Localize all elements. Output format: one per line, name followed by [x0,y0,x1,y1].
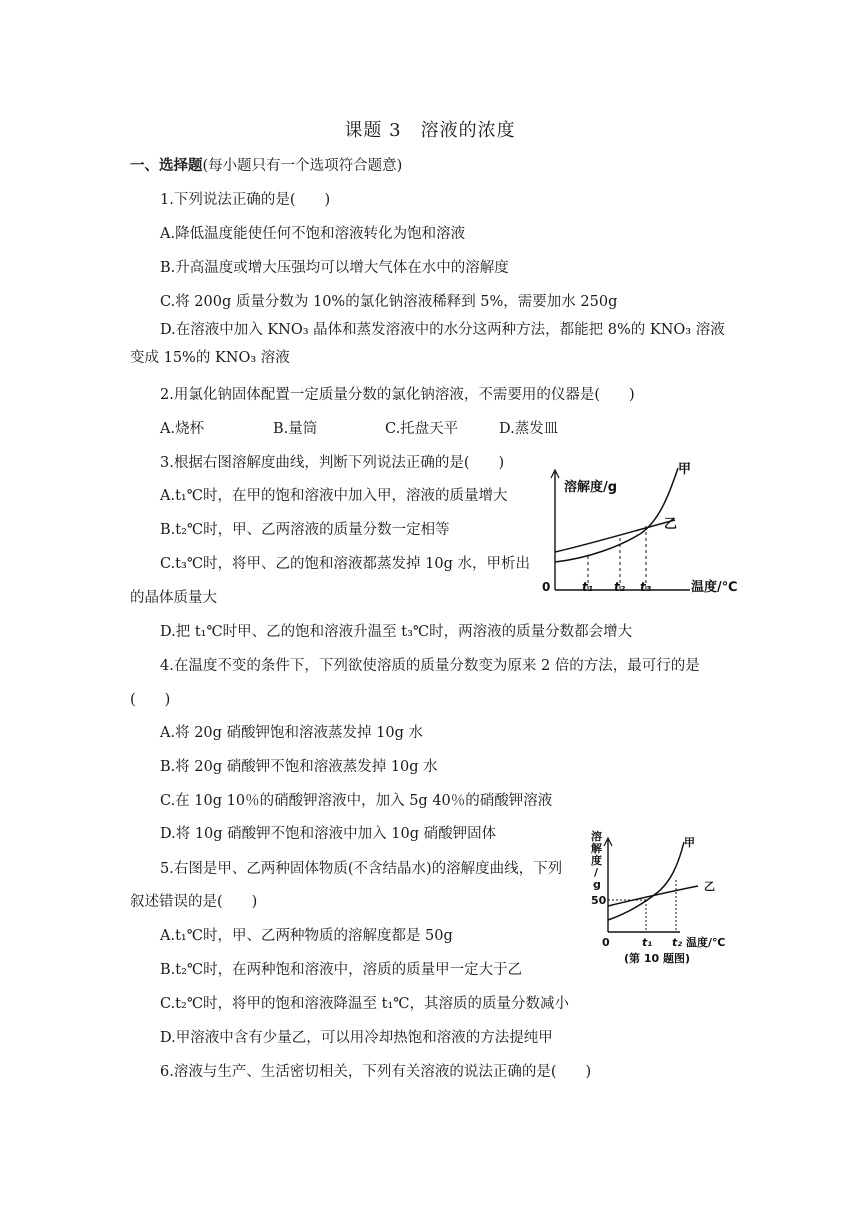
q5-option-a: A.t₁℃时，甲、乙两种物质的溶解度都是 50g [160,928,453,944]
fig2-y-label-4: / [594,866,599,879]
fig2-t1-label: t₁ [642,936,653,949]
fig1-t3-label: t₃ [640,580,651,594]
q5-stem-line1: 5.右图是甲、乙两种固体物质(不含结晶水)的溶解度曲线，下列 [160,861,563,877]
fig2-caption: (第 10 题图) [624,952,691,965]
q2-option-a: A.烧杯 [160,421,205,437]
fig2-curve-jia-label: 甲 [684,836,695,849]
fig1-curve-yi-label: 乙 [664,517,678,532]
q4-stem-line2: ( ) [130,692,171,708]
q4-option-d: D.将 10g 硝酸钾不饱和溶液中加入 10g 硝酸钾固体 [160,826,497,842]
fig1-y-label: 溶解度/g [564,480,618,495]
fig2-y-50: 50 [591,894,607,907]
fig2-t2-label: t₂ [672,936,683,949]
q1-option-d-line1: D.在溶液中加入 KNO₃ 晶体和蒸发溶液中的水分这两种方法，都能把 8%的 KNO₃ 溶液 [160,322,725,338]
q1-option-b: B.升高温度或增大压强均可以增大气体在水中的溶解度 [160,260,509,276]
fig1-t2-label: t₂ [614,580,625,594]
section-heading [130,156,402,176]
page-title: 课题 3 溶液的浓度 [344,120,516,141]
fig1-curve-jia-label: 甲 [678,462,692,477]
q3-option-a: A.t₁℃时，在甲的饱和溶液中加入甲，溶液的质量增大 [160,488,508,504]
q6-stem: 6.溶液与生产、生活密切相关，下列有关溶液的说法正确的是( ) [160,1064,592,1080]
q4-option-a: A.将 20g 硝酸钾饱和溶液蒸发掉 10g 水 [160,725,423,741]
fig1-t1-label: t₁ [582,580,593,594]
q5-option-b: B.t₂℃时，在两种饱和溶液中，溶质的质量甲一定大于乙 [160,962,523,978]
q3-stem: 3.根据右图溶解度曲线，判断下列说法正确的是( ) [160,455,505,471]
q4-option-c: C.在 10g 10％的硝酸钾溶液中，加入 5g 40％的硝酸钾溶液 [160,793,553,809]
solubility-figure-2 [588,828,738,970]
q4-option-b: B.将 20g 硝酸钾不饱和溶液蒸发掉 10g 水 [160,759,438,775]
fig2-y-label-2: 解 [591,842,602,855]
q1-option-a: A.降低温度能使任何不饱和溶液转化为饱和溶液 [160,226,466,242]
fig1-origin: 0 [542,580,551,594]
fig2-x-label: 温度/℃ [686,936,726,949]
fig2-y-label-1: 溶 [591,830,602,843]
section-heading-note: (每小题只有一个选项符合题意) [202,158,403,174]
fig2-origin: 0 [602,936,610,949]
fig2-curve-yi [608,886,698,906]
q5-stem-line2: 叙述错误的是( ) [130,894,258,910]
q3-option-d: D.把 t₁℃时甲、乙的饱和溶液升温至 t₃℃时，两溶液的质量分数都会增大 [160,624,633,640]
q3-option-b: B.t₂℃时，甲、乙两溶液的质量分数一定相等 [160,522,450,538]
fig2-curve-yi-label: 乙 [704,880,715,893]
q2-option-c: C.托盘天平 [385,421,459,437]
q4-stem-line1: 4.在温度不变的条件下，下列欲使溶质的质量分数变为原来 2 倍的方法，最可行的是 [160,658,700,674]
solubility-figure-1 [540,458,750,603]
q1-option-d-line2: 变成 15%的 KNO₃ 溶液 [130,350,290,366]
q5-option-d: D.甲溶液中含有少量乙，可以用冷却热饱和溶液的方法提纯甲 [160,1030,553,1046]
fig1-x-label: 温度/℃ [691,580,738,595]
q2-option-d: D.蒸发皿 [499,421,559,437]
fig2-y-label-3: 度 [591,854,602,867]
q1-option-c: C.将 200g 质量分数为 10%的氯化钠溶液稀释到 5%，需要加水 250g [160,294,618,310]
q3-option-c-line1: C.t₃℃时，将甲、乙的饱和溶液都蒸发掉 10g 水，甲析出 [160,556,530,572]
q1-stem: 1.下列说法正确的是( ) [160,192,331,208]
q5-option-c: C.t₂℃时，将甲的饱和溶液降温至 t₁℃，其溶质的质量分数减小 [160,996,570,1012]
q3-option-c-line2: 的晶体质量大 [130,590,217,606]
fig2-y-label-5: g [593,878,601,891]
section-heading-label: 一、选择题 [130,157,203,174]
q2-option-b: B.量筒 [273,421,318,437]
q2-stem: 2.用氯化钠固体配置一定质量分数的氯化钠溶液，不需要用的仪器是( ) [160,387,635,403]
